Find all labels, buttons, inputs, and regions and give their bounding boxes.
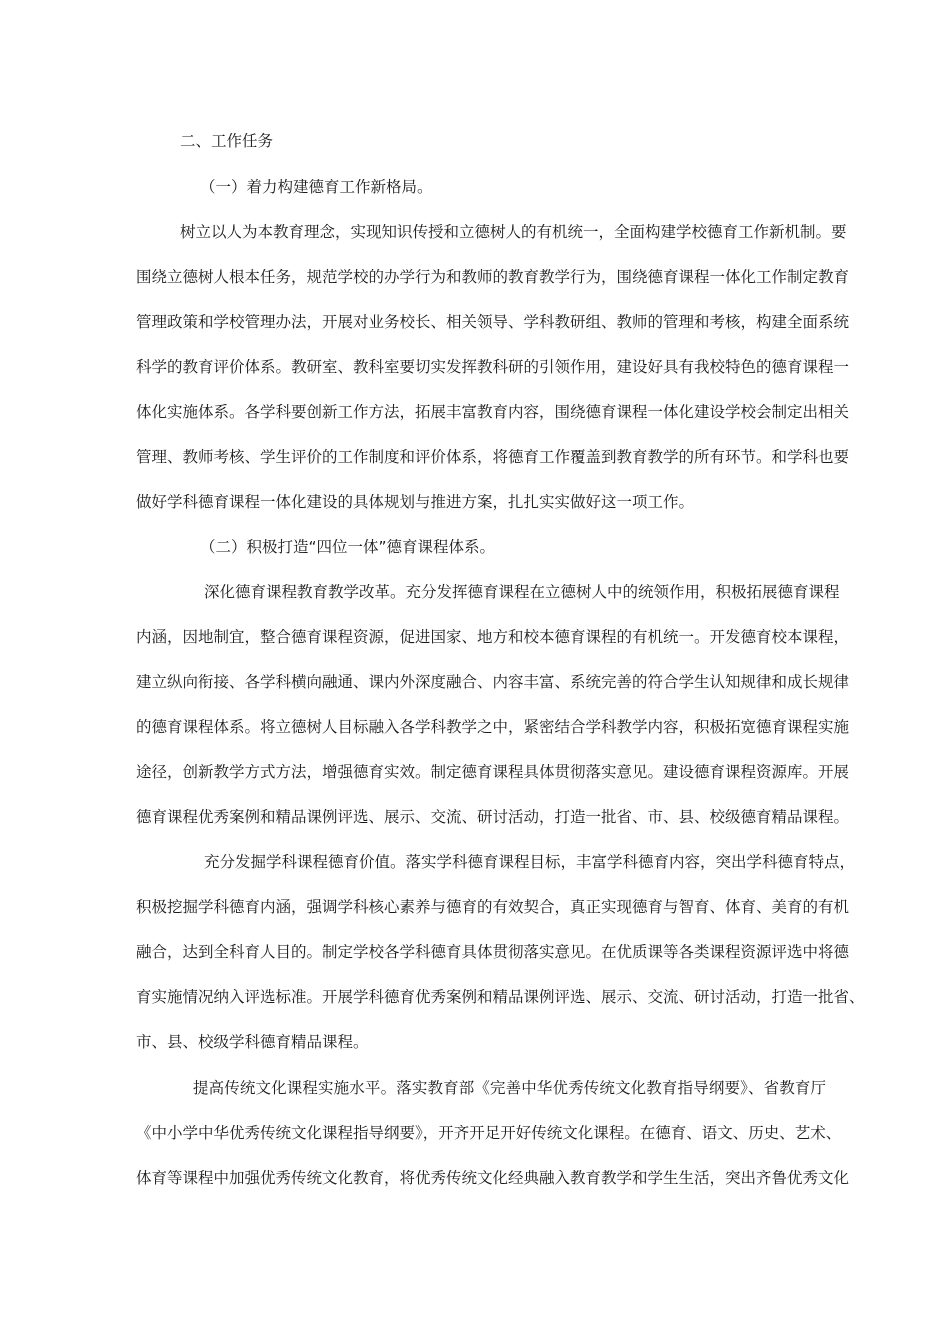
text-line: 途径，创新教学方式方法，增强德育实效。制定德育课程具体贯彻落实意见。建设德育课程资源库。开展 [136, 763, 850, 781]
text-line: 建立纵向衔接、各学科横向融通、课内外深度融合、内容丰富、系统完善的符合学生认知规律和成长规律 [136, 673, 850, 691]
text-line: 积极挖掘学科德育内涵，强调学科核心素养与德育的有效契合，真正实现德育与智育、体育、美育的有机 [136, 898, 850, 916]
text-line: 《中小学中华优秀传统文化课程指导纲要》，开齐开足开好传统文化课程。在德育、语文、历史、艺术、 [136, 1124, 842, 1142]
text-line: 深化德育课程教育教学改革。充分发挥德育课程在立德树人中的统领作用，积极拓展德育课程 [204, 583, 840, 601]
text-line: 市、县、校级学科德育精品课程。 [136, 1033, 369, 1051]
text-line: 的德育课程体系。将立德树人目标融入各学科教学之中，紧密结合学科教学内容，积极拓宽德育课程实施 [136, 718, 850, 736]
text-line: 体育等课程中加强优秀传统文化教育，将优秀传统文化经典融入教育教学和学生生活，突出齐鲁优秀文化 [136, 1169, 850, 1187]
text-line: 德育课程优秀案例和精品课例评选、展示、交流、研讨活动，打造一批省、市、县、校级德育精品课程。 [136, 808, 850, 826]
subsection-heading-1: （一）着力构建德育工作新格局。 [200, 178, 433, 196]
subsection-heading-2: （二）积极打造“四位一体”德育课程体系。 [200, 538, 496, 556]
text-line: 融合，达到全科育人目的。制定学校各学科德育具体贯彻落实意见。在优质课等各类课程资源评选中将德 [136, 943, 850, 961]
text-line: 内涵，因地制宜，整合德育课程资源，促进国家、地方和校本德育课程的有机统一。开发德育校本课程， [136, 628, 850, 646]
text-line: 提高传统文化课程实施水平。落实教育部《完善中华优秀传统文化教育指导纲要》、省教育厅 [193, 1079, 826, 1097]
text-line: 做好学科德育课程一体化建设的具体规划与推进方案，扎扎实实做好这一项工作。 [136, 493, 695, 511]
section-title: 二、工作任务 [180, 132, 274, 150]
text-line: 育实施情况纳入评选标准。开展学科德育优秀案例和精品课例评选、展示、交流、研讨活动，打造一批省、 [136, 988, 865, 1006]
text-line: 围绕立德树人根本任务，规范学校的办学行为和教师的教育教学行为，围绕德育课程一体化工作制定教育 [136, 268, 850, 286]
text-line: 管理政策和学校管理办法，开展对业务校长、相关领导、学科教研组、教师的管理和考核，构建全面系统 [136, 313, 850, 331]
text-line: 体化实施体系。各学科要创新工作方法，拓展丰富教育内容，围绕德育课程一体化建设学校会制定出相关 [136, 403, 850, 421]
text-line: 管理、教师考核、学生评价的工作制度和评价体系，将德育工作覆盖到教育教学的所有环节。和学科也要 [136, 448, 850, 466]
text-line: 科学的教育评价体系。教研室、教科室要切实发挥教科研的引领作用，建设好具有我校特色的德育课程一 [136, 358, 850, 376]
text-line: 树立以人为本教育理念，实现知识传授和立德树人的有机统一，全面构建学校德育工作新机制。要 [180, 223, 847, 241]
text-line: 充分发掘学科课程德育价值。落实学科德育课程目标，丰富学科德育内容，突出学科德育特点， [204, 853, 856, 871]
